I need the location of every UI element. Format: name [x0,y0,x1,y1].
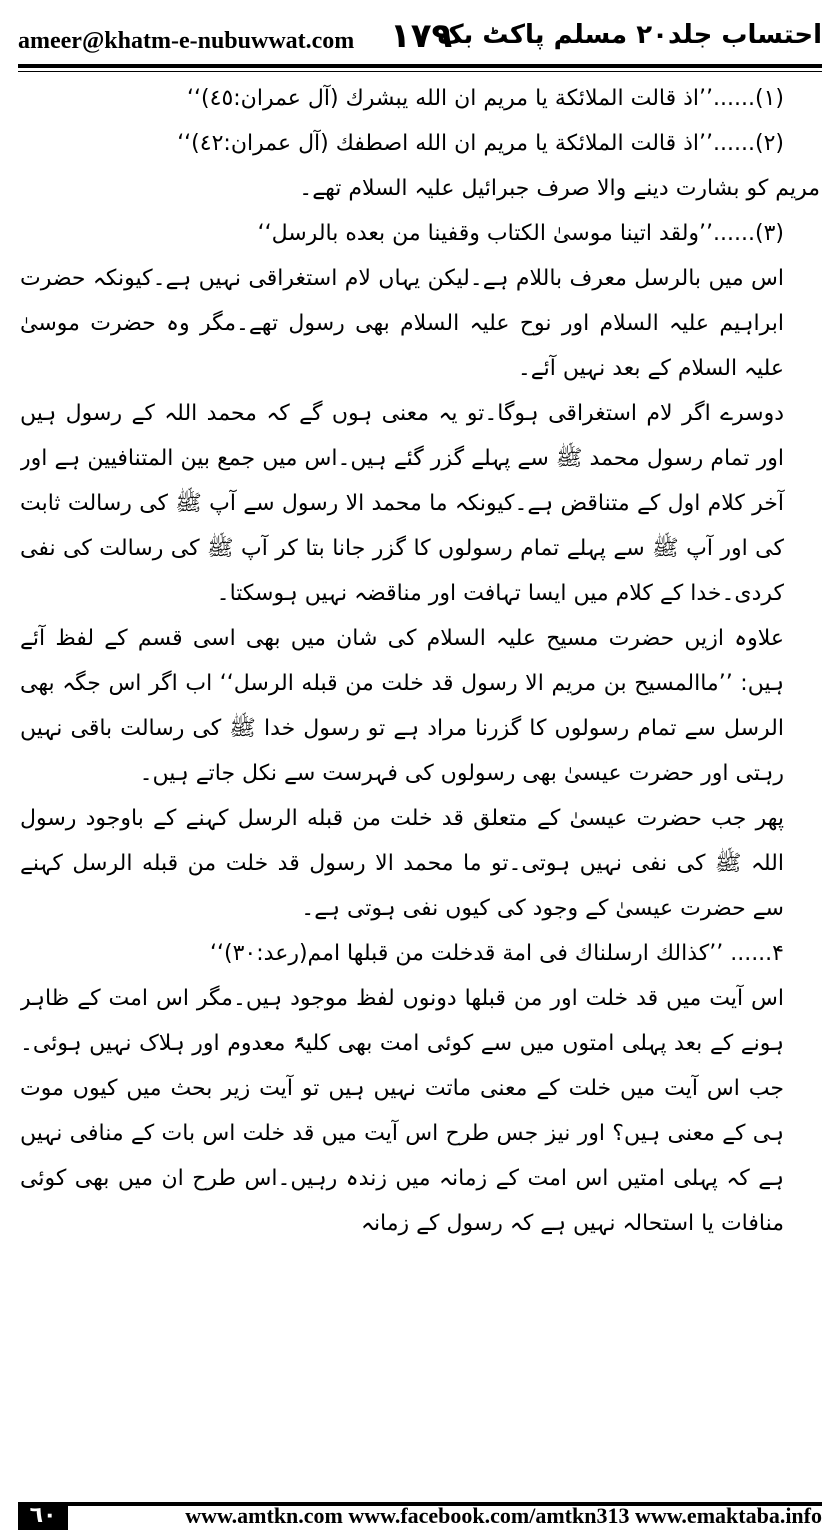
verse-4: ۴...... ’’كذالك ارسلناك فى امة قدخلت من قبلها امم(رعد:٣٠)‘‘ [210,941,784,966]
footer-links: www.amtkn.com www.facebook.com/amtkn313 www.emaktaba.info [185,1503,822,1528]
verse-1: (۱)......’’اذ قالت الملائكة يا مريم ان الله يبشرك (آل عمران:٤٥)‘‘ [187,86,784,111]
verse-3: (۳)......’’ولقد اتينا موسىٰ الكتاب وقفينا من بعده بالرسل‘‘ [257,221,784,246]
paragraph: اس میں بالرسل معرف باللام ہے۔لیکن یہاں لام استغراقی نہیں ہے۔کیونکہ حضرت ابراہیم علیہ السلام اور نوح علیہ السلام بھی رسول تھے۔مگر وہ حضرت موسیٰ علیہ السلام کے بعد نہیں آئے۔ [20,266,784,381]
paragraph: علاوہ ازیں حضرت مسیح علیہ السلام کی شان میں بھی اسی قسم کے لفظ آئے ہیں: ’’ماالمسيح بن مريم الا رسول قد خلت من قبله الرسل‘‘ اب اگر اس جگہ بھی الرسل سے تمام رسولوں کا گزرنا مراد ہے تو رسول خدا ﷺ کی رسالت باقی نہیں رہتی اور حضرت عیسیٰ بھی رسولوں کی فہرست سے نکل جاتے ہیں۔ [20,626,784,786]
header-email: ameer@khatm-e-nubuwwat.com [18,28,355,54]
header-divider [18,64,822,68]
verse-2: (۲)......’’اذ قالت الملائكة يا مريم ان الله اصطفك (آل عمران:٤٢)‘‘ [177,131,784,156]
footer-page-number: ٦٠ [18,1502,68,1530]
page-body [20,76,820,1466]
header-divider-thin [18,71,822,72]
paragraph: اس آیت میں قد خلت اور من قبلها دونوں لفظ موجود ہیں۔مگر اس امت کے ظاہر ہونے کے بعد پہلی امتوں میں سے کوئی امت بھی کلیۃً معدوم اور ہلاک نہیں ہوئی۔جب اس آیت میں خلت کے معنی ماتت نہیں ہیں تو آیت زیر بحث میں کیوں موت ہی کے معنی ہیں؟ اور نیز جس طرح اس آیت میں قد خلت اس بات کے منافی نہیں ہے کہ پہلی امتیں اس امت کے زمانہ میں زندہ رہیں۔اس طرح ان میں بھی کوئی منافات یا استحالہ نہیں ہے کہ رسول کے زمانہ [20,986,784,1236]
paragraph: مریم کو بشارت دینے والا صرف جبرائیل علیہ السلام تھے۔ [299,176,820,201]
header-book-title: احتساب جلد۲۰ مسلم پاکٹ بک [436,20,822,50]
header-page-number: ۱۷۹ [390,16,453,56]
paragraph: دوسرے اگر لام استغراقی ہوگا۔تو یہ معنی ہوں گے کہ محمد اللہ کے رسول ہیں اور تمام رسول محمد ﷺ سے پہلے گزر گئے ہیں۔اس میں جمع بین المتنافیین ہے اور آخر کلام اول کے متناقض ہے۔کیونکہ ما محمد الا رسول سے آپ ﷺ کی رسالت ثابت کی اور آپ ﷺ سے پہلے تمام رسولوں کا گزر جانا بتا کر آپ ﷺ کی رسالت کی نفی کردی۔خدا کے کلام میں ایسا تہافت اور مناقضہ نہیں ہوسکتا۔ [20,401,784,606]
page-footer [18,1502,822,1532]
page-header [18,14,822,64]
paragraph: پھر جب حضرت عیسیٰ کے متعلق قد خلت من قبله الرسل کہنے کے باوجود رسول اللہ ﷺ کی نفی نہیں ہوتی۔تو ما محمد الا رسول قد خلت من قبله الرسل کہنے سے حضرت عیسیٰ کے وجود کی کیوں نفی ہوتی ہے۔ [20,806,784,921]
